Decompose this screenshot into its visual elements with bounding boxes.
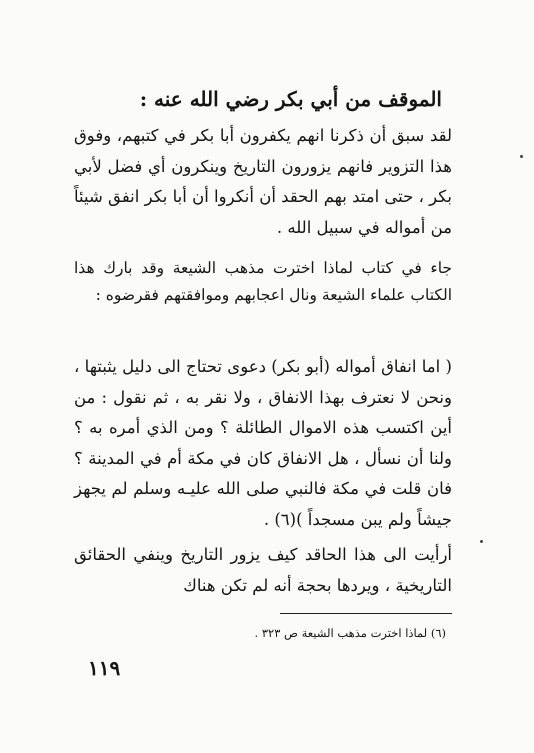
page-number: ١١٩ <box>88 656 121 680</box>
section-heading: الموقف من أبي بكر رضي الله عنه : <box>139 87 442 111</box>
paragraph-4: أرأيت الى هذا الحاقد كيف يزور التاريخ وينفي الحقائق التاريخية ، ويردها بحجة أنه لم تكن هناك <box>74 545 452 595</box>
scan-speck <box>520 155 523 158</box>
paragraph-3-quote: ( اما انفاق أمواله (أبو بكر) دعوى تحتاج الى دليل يثبتها ، ونحن لا نعترف بهذا الانفاق ، ولا نقر به ، ثم نقول : من أين اكتسب هذه الاموال الطائلة ؟ ومن الذي أمره به ؟ ولنا أن نسأل ، هل الانفاق كان في مكة أم في المدينة ؟ فان قلت في مكة فالنبي صلى الله عليـه وسلم لم يجهز جيشاً ولم يبن مسجداً )(٦) . <box>74 357 452 529</box>
footnote-separator <box>280 613 452 614</box>
paragraph-2: جاء في كتاب لماذا اخترت مذهب الشيعة وقد بارك هذا الكتاب علماء الشيعة ونال اعجابهم وموافقتهم فقرضوه : <box>74 259 452 304</box>
paragraph-1: لقد سبق أن ذكرنا انهم يكفرون أبا بكر في كتبهم، وفوق هذا التزوير فانهم يزورون التاريخ وينكرون أي فضل لأبي بكر ، حتى امتد بهم الحقد أن أنكروا أن أبا بكر انفق شيئاً من أمواله في سبيل الله . <box>74 126 452 237</box>
footnote: (٦) لماذا اخترت مذهب الشيعة ص ٣٢٣ . <box>254 626 446 640</box>
scan-speck <box>480 540 483 543</box>
